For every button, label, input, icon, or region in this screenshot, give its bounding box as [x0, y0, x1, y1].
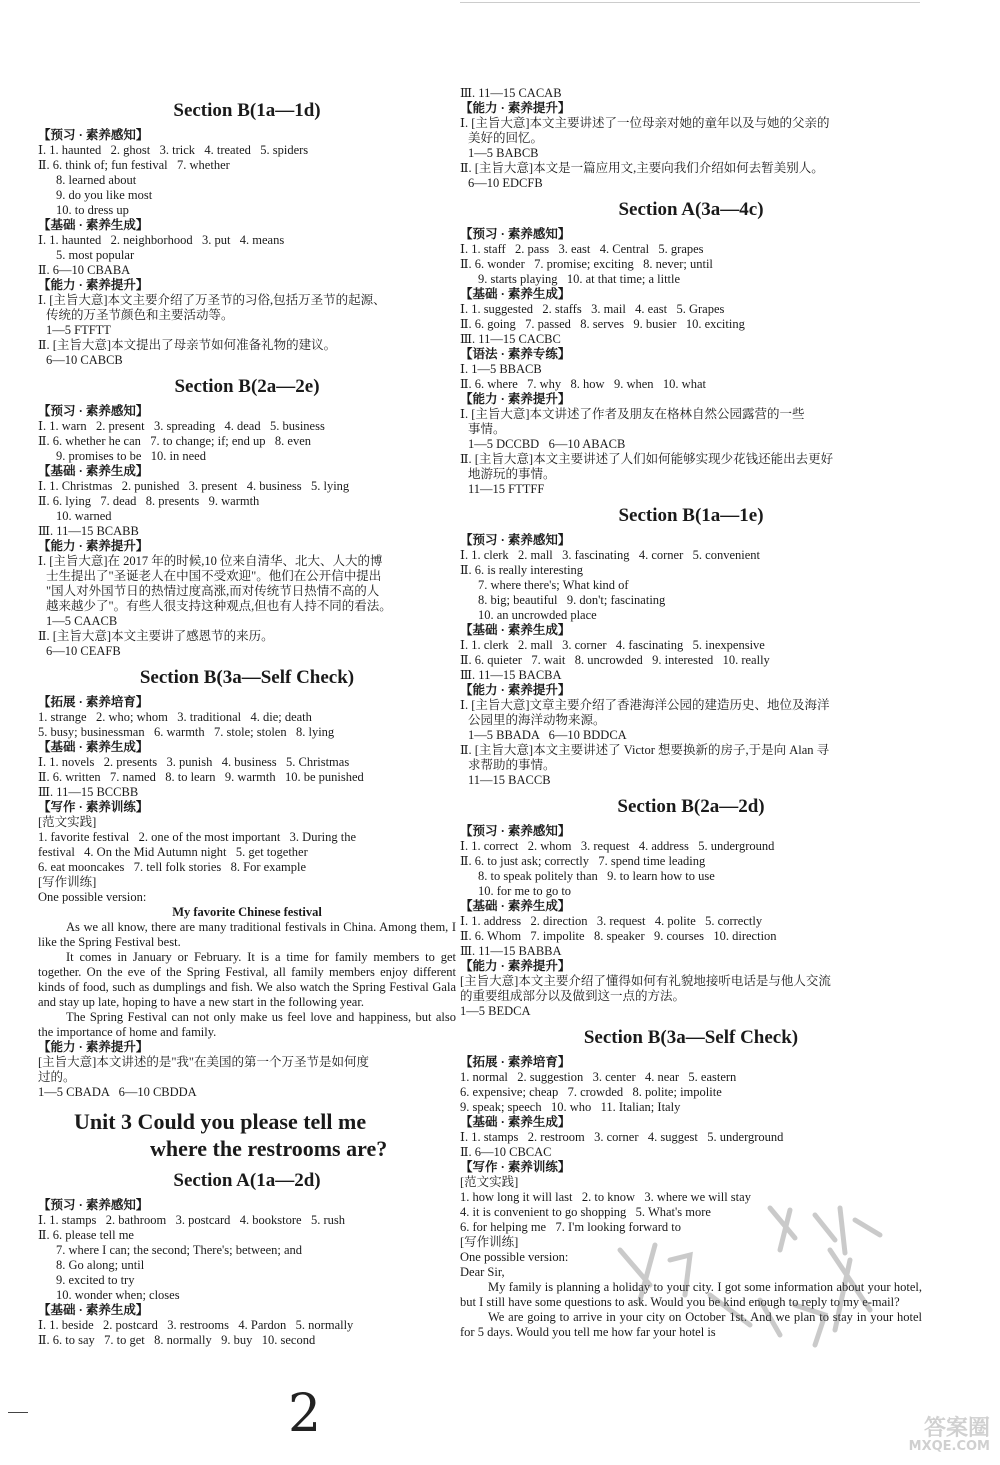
section-tag: 【预习 · 素养感知】: [38, 128, 149, 142]
answer-line: 8. learned about: [56, 173, 137, 187]
top-rule: [460, 2, 920, 3]
answer-line: 7. where there's; What kind of: [478, 578, 629, 592]
answer-line: Ⅱ. 6. to say 7. to get 8. normally 9. buy 10. second: [38, 1333, 316, 1347]
answer-line: Ⅲ. 11—15 BCCBB: [38, 785, 139, 799]
unit-title: Unit 3 Could you please tell me: [74, 1109, 367, 1134]
section-tag: 【基础 · 素养生成】: [38, 218, 149, 232]
answer-line: 6. expensive; cheap 7. crowded 8. polite; impolite: [460, 1085, 722, 1099]
answer-line: Ⅰ. 1. novels 2. presents 3. punish 4. business 5. Christmas: [38, 755, 350, 769]
answer-line: Ⅱ. 6. written 7. named 8. to learn 9. warmth 10. be punished: [38, 770, 364, 784]
answer-line: Ⅰ. [主旨大意]本文讲述了作者及朋友在格林自然公园露营的一些: [460, 407, 805, 421]
answer-line: 1. favorite festival 2. one of the most important 3. During the: [38, 830, 356, 844]
essay-paragraph: It comes in January or February. It is a time for family members to get together. On the eve of the Spring Festival, all family members enjoy different kinds of food, such as dumplings and fish. We also watch the Spring Festival Gala and stay up late, hoping to have a new start in the following year.: [38, 950, 456, 1009]
answer-line: 传统的万圣节颜色和主要活动等。: [46, 308, 234, 322]
section-tag: 【写作 · 素养训练】: [460, 1160, 571, 1174]
answer-line: Ⅰ. 1. correct 2. whom 3. request 4. address 5. underground: [460, 839, 775, 853]
section-tag: 【预习 · 素养感知】: [38, 1198, 149, 1212]
answer-line: [主旨大意]本文主要介绍了懂得如何有礼貌地接听电话是与他人交流: [460, 974, 831, 988]
answer-line: Ⅱ. [主旨大意]本文提出了母亲节如何准备礼物的建议。: [38, 338, 337, 352]
answer-line: 公园里的海洋动物来源。: [468, 713, 606, 727]
answer-line: Ⅱ. 6. whether he can 7. to change; if; end up 8. even: [38, 434, 311, 448]
answer-line: 1. how long it will last 2. to know 3. where we will stay: [460, 1190, 751, 1204]
answer-line: 11—15 FTTFF: [468, 482, 545, 496]
answer-line: [范文实践]: [460, 1175, 519, 1189]
answer-line: Ⅰ. 1. suggested 2. staffs 3. mail 4. east 5. Grapes: [460, 302, 725, 316]
answer-line: 5. most popular: [56, 248, 135, 262]
answer-line: Ⅱ. 6—10 CBCAC: [460, 1145, 552, 1159]
section-heading: Section B(2a—2e): [174, 376, 320, 397]
answer-line: 9. speak; speech 10. who 11. Italian; Italy: [460, 1100, 681, 1114]
section-tag: 【能力 · 素养提升】: [38, 539, 149, 553]
answer-line: [主旨大意]本文讲述的是"我"在美国的第一个万圣节是如何度: [38, 1055, 370, 1069]
answer-line: 1—5 BABCB: [468, 146, 539, 160]
answer-line: 士生提出了"圣诞老人在中国不受欢迎"。他们在公开信中提出: [46, 569, 382, 583]
section-tag: 【能力 · 素养提升】: [460, 959, 571, 973]
answer-line: Ⅰ. 1. haunted 2. neighborhood 3. put 4. means: [38, 233, 285, 247]
answer-line: 9. starts playing 10. at that time; a little: [478, 272, 681, 286]
section-tag: 【能力 · 素养提升】: [460, 101, 571, 115]
section-tag: 【基础 · 素养生成】: [38, 464, 149, 478]
section-tag: 【能力 · 素养提升】: [38, 278, 149, 292]
answer-line: Ⅱ. 6. wonder 7. promise; exciting 8. never; until: [460, 257, 713, 271]
answer-line: Ⅱ. 6. think of; fun festival 7. whether: [38, 158, 230, 172]
section-heading: Section A(3a—4c): [618, 199, 764, 220]
section-tag: 【基础 · 素养生成】: [460, 623, 571, 637]
answer-line: Ⅱ. 6. Whom 7. impolite 8. speaker 9. courses 10. direction: [460, 929, 777, 943]
answer-line: Ⅰ. 1. Christmas 2. punished 3. present 4. business 5. lying: [38, 479, 350, 493]
answer-line: 6. eat mooncakes 7. tell folk stories 8. For example: [38, 860, 306, 874]
answer-line: Ⅱ. 6—10 CBABA: [38, 263, 131, 277]
answer-line: 1. normal 2. suggestion 3. center 4. near 5. eastern: [460, 1070, 737, 1084]
answer-line: 10. to dress up: [56, 203, 129, 217]
answer-line: 过的。: [38, 1070, 76, 1084]
answer-line: 1. strange 2. who; whom 3. traditional 4. die; death: [38, 710, 312, 724]
margin-dash: [8, 1412, 28, 1413]
answer-line: 9. promises to be 10. in need: [56, 449, 206, 463]
answer-line: 1—5 CBADA 6—10 CBDDA: [38, 1085, 197, 1099]
answer-line: 6. for helping me 7. I'm looking forward to: [460, 1220, 681, 1234]
section-tag: 【写作 · 素养训练】: [38, 800, 149, 814]
answer-line: Ⅱ. 6. going 7. passed 8. serves 9. busier 10. exciting: [460, 317, 745, 331]
section-heading: Section B(3a—Self Check): [139, 667, 355, 688]
answer-line: 10. wonder when; closes: [56, 1288, 180, 1302]
answer-line: Ⅲ. 11—15 CACAB: [460, 86, 562, 100]
section-heading: Section B(1a—1e): [618, 505, 764, 526]
answer-line: Ⅲ. 11—15 CACBC: [460, 332, 561, 346]
answer-line: 1—5 DCCBD 6—10 ABACB: [468, 437, 626, 451]
answer-line: 越来越少了"。有些人很支持这种观点,但也有人持不同的看法。: [46, 599, 392, 613]
section-tag: 【预习 · 素养感知】: [460, 227, 571, 241]
section-heading: Section A(1a—2d): [173, 1170, 321, 1191]
answer-line: 9. excited to try: [56, 1273, 135, 1287]
answer-line: Ⅰ. 1. haunted 2. ghost 3. trick 4. treated 5. spiders: [38, 143, 309, 157]
answer-line: One possible version:: [38, 890, 147, 904]
answer-line: 美好的回忆。: [468, 131, 544, 145]
answer-line: 8. big; beautiful 9. don't; fascinating: [478, 593, 666, 607]
answer-line: Dear Sir,: [460, 1265, 505, 1279]
answer-line: festival 4. On the Mid Autumn night 5. get together: [38, 845, 308, 859]
watermark-logo: [880, 1418, 990, 1458]
section-tag: 【基础 · 素养生成】: [460, 1115, 571, 1129]
answer-line: Ⅰ. [主旨大意]在 2017 年的时候,10 位来自清华、北大、人大的博: [38, 554, 383, 568]
section-tag: 【拓展 · 素养培育】: [38, 695, 149, 709]
answer-line: 5. busy; businessman 6. warmth 7. stole; stolen 8. lying: [38, 725, 335, 739]
right-column: [460, 86, 922, 1340]
answer-line: 的重要组成部分以及做到这一点的方法。: [460, 989, 686, 1003]
section-tag: 【预习 · 素养感知】: [460, 533, 571, 547]
answer-line: 事情。: [468, 422, 506, 436]
answer-line: [写作训练]: [38, 875, 97, 889]
answer-line: Ⅰ. [主旨大意]本文主要介绍了万圣节的习俗,包括万圣节的起源、: [38, 293, 386, 307]
section-tag: 【预习 · 素养感知】: [38, 404, 149, 418]
answer-line: One possible version:: [460, 1250, 569, 1264]
answer-line: Ⅰ. 1. stamps 2. restroom 3. corner 4. suggest 5. underground: [460, 1130, 784, 1144]
answer-line: 1—5 BBADA 6—10 BDDCA: [468, 728, 627, 742]
answer-line: 10. for me to go to: [478, 884, 572, 898]
essay-title: My favorite Chinese festival: [172, 905, 322, 919]
answer-line: Ⅰ. 1. address 2. direction 3. request 4. polite 5. correctly: [460, 914, 763, 928]
answer-line: 6—10 CABCB: [46, 353, 123, 367]
answer-line: Ⅱ. [主旨大意]本文是一篇应用文,主要向我们介绍如何去暂美别人。: [460, 161, 824, 175]
answer-line: Ⅰ. 1. warn 2. present 3. spreading 4. dead 5. business: [38, 419, 325, 433]
answer-line: Ⅱ. 6. to just ask; correctly 7. spend time leading: [460, 854, 706, 868]
section-tag: 【基础 · 素养生成】: [38, 1303, 149, 1317]
section-tag: 【基础 · 素养生成】: [460, 287, 571, 301]
section-heading: Section B(2a—2d): [617, 796, 765, 817]
answer-line: Ⅱ. [主旨大意]本文主要讲述了 Victor 想要换新的房子,于是向 Alan 寻: [460, 743, 830, 757]
answer-line: 地游玩的事情。: [468, 467, 556, 481]
answer-line: 9. do you like most: [56, 188, 153, 202]
answer-line: Ⅰ. [主旨大意]本文主要讲述了一位母亲对她的童年以及与她的父亲的: [460, 116, 830, 130]
seal-stamp-image: [600, 1200, 890, 1350]
answer-line: Ⅰ. 1—5 BBACB: [460, 362, 542, 376]
answer-line: Ⅰ. 1. staff 2. pass 3. east 4. Central 5. grapes: [460, 242, 704, 256]
unit-title-continued: where the restrooms are?: [150, 1136, 388, 1161]
essay-paragraph: My family is planning a holiday to your city. I got some information about your hotel, but I still have some questions to ask. Would you be kind enough to reply to my e-mail?: [460, 1280, 922, 1309]
essay-paragraph: As we all know, there are many traditional festivals in China. Among them, I like the Spring Festival best.: [38, 920, 456, 949]
essay-paragraph: We are going to arrive in your city on October 1st. And we plan to stay in your hotel for 5 days. Would you tell me how far your hotel is: [460, 1310, 922, 1339]
answer-line: 8. Go along; until: [56, 1258, 145, 1272]
answer-line: Ⅰ. 1. clerk 2. mall 3. corner 4. fascinating 5. inexpensive: [460, 638, 765, 652]
answer-line: 4. it is convenient to go shopping 5. What's more: [460, 1205, 711, 1219]
section-tag: 【基础 · 素养生成】: [460, 899, 571, 913]
page-number: 2: [288, 1384, 322, 1444]
answer-line: Ⅰ. 1. clerk 2. mall 3. fascinating 4. corner 5. convenient: [460, 548, 760, 562]
answer-line: [范文实践]: [38, 815, 97, 829]
answer-line: Ⅱ. 6. lying 7. dead 8. presents 9. warmth: [38, 494, 260, 508]
answer-line: Ⅱ. 6. please tell me: [38, 1228, 134, 1242]
answer-line: Ⅱ. 6. is really interesting: [460, 563, 584, 577]
watermark-main: 答案圈: [923, 1416, 990, 1441]
section-tag: 【能力 · 素养提升】: [460, 683, 571, 697]
section-tag: 【基础 · 素养生成】: [38, 740, 149, 754]
answer-line: Ⅱ. 6. where 7. why 8. how 9. when 10. what: [460, 377, 706, 391]
answer-line: 求帮助的事情。: [468, 758, 556, 772]
answer-line: 1—5 CAACB: [46, 614, 118, 628]
left-column: [38, 92, 456, 1348]
section-heading: Section B(3a—Self Check): [583, 1027, 799, 1048]
answer-line: 1—5 BEDCA: [460, 1004, 531, 1018]
answer-line: 10. an uncrowded place: [478, 608, 597, 622]
essay-paragraph: The Spring Festival can not only make us feel love and happiness, but also the importance of home and family.: [38, 1010, 456, 1039]
answer-line: Ⅱ. [主旨大意]本文主要讲了感恩节的来历。: [38, 629, 274, 643]
answer-line: 11—15 BACCB: [468, 773, 551, 787]
answer-line: Ⅲ. 11—15 BABBA: [460, 944, 562, 958]
answer-line: [写作训练]: [460, 1235, 519, 1249]
answer-line: 7. where I can; the second; There's; between; and: [56, 1243, 303, 1257]
answer-line: Ⅲ. 11—15 BCABB: [38, 524, 139, 538]
section-tag: 【拓展 · 素养培育】: [460, 1055, 571, 1069]
answer-line: 8. to speak politely than 9. to learn how to use: [478, 869, 715, 883]
answer-line: Ⅰ. [主旨大意]文章主要介绍了香港海洋公园的建造历史、地位及海洋: [460, 698, 830, 712]
answer-line: 6—10 EDCFB: [468, 176, 543, 190]
section-tag: 【预习 · 素养感知】: [460, 824, 571, 838]
section-tag: 【能力 · 素养提升】: [460, 392, 571, 406]
answer-line: Ⅰ. 1. stamps 2. bathroom 3. postcard 4. bookstore 5. rush: [38, 1213, 345, 1227]
section-heading: Section B(1a—1d): [173, 100, 321, 121]
answer-line: Ⅲ. 11—15 BACBA: [460, 668, 562, 682]
section-tag: 【能力 · 素养提升】: [38, 1040, 149, 1054]
answer-line: 1—5 FTFTT: [46, 323, 111, 337]
section-tag: 【语法 · 素养专练】: [460, 347, 571, 361]
answer-line: Ⅱ. [主旨大意]本文主要讲述了人们如何能够实现少花钱还能出去更好: [460, 452, 834, 466]
answer-line: "国人对外国节日的热情过度高涨,而对传统节日热情不高的人: [46, 584, 380, 598]
answer-line: 10. warned: [56, 509, 112, 523]
answer-line: 6—10 CEAFB: [46, 644, 121, 658]
watermark-sub: MXQE.COM: [908, 1439, 990, 1454]
answer-line: Ⅱ. 6. quieter 7. wait 8. uncrowded 9. interested 10. really: [460, 653, 770, 667]
answer-line: Ⅰ. 1. beside 2. postcard 3. restrooms 4. Pardon 5. normally: [38, 1318, 354, 1332]
